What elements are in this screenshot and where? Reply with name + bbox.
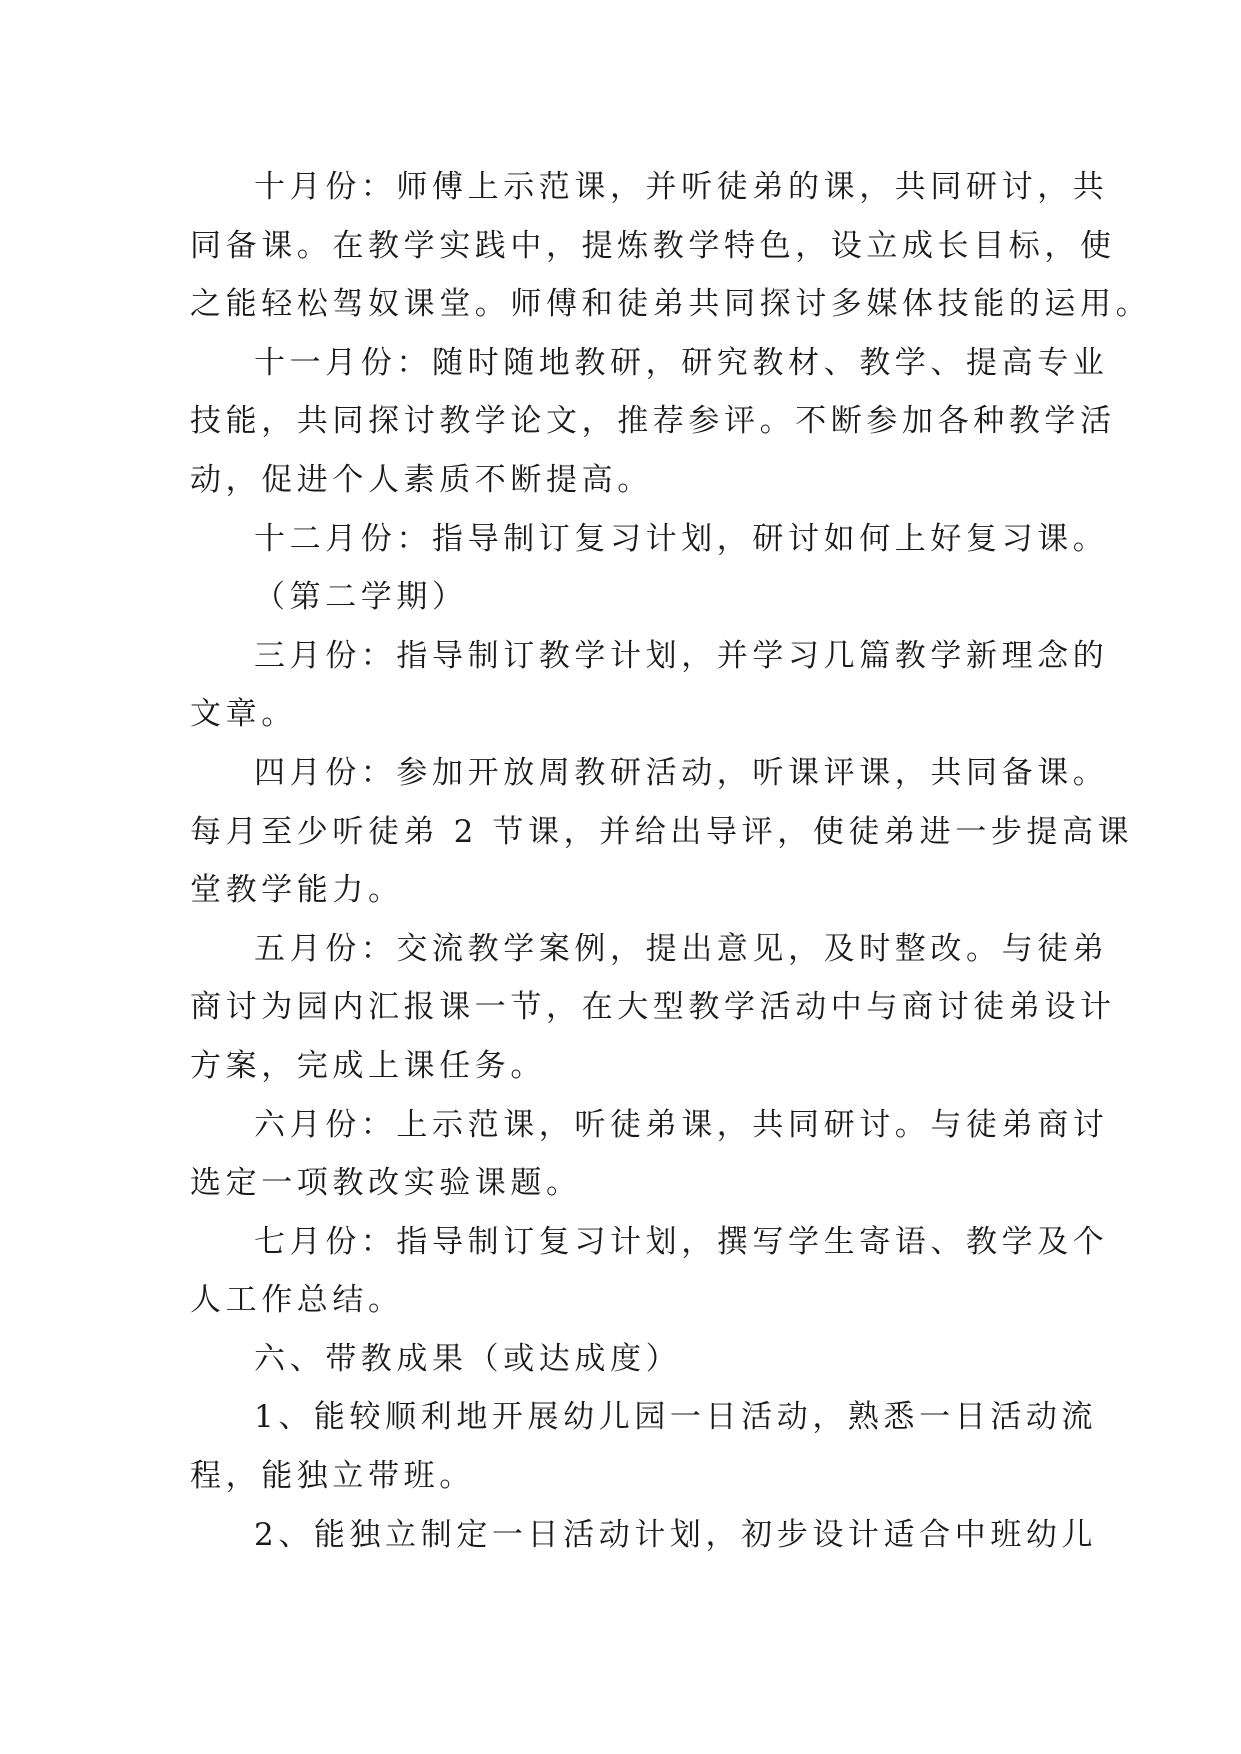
text-line: 人工作总结。 xyxy=(190,1282,404,1319)
document-body xyxy=(190,158,1152,1564)
section-heading: 六、带教成果（或达成度） xyxy=(254,1340,682,1377)
text-line: 四月份：参加开放周教研活动，听课评课，共同备课。 xyxy=(254,754,1109,791)
text-line: 商讨为园内汇报课一节，在大型教学活动中与商讨徒弟设计 xyxy=(190,989,1116,1026)
list-item: 1、能较顺利地开展幼儿园一日活动，熟悉一日活动流 xyxy=(254,1399,1098,1436)
text-line: 技能，共同探讨教学论文，推荐参评。不断参加各种教学活 xyxy=(190,403,1116,440)
text-line: 动，促进个人素质不断提高。 xyxy=(190,461,653,498)
text-line: 六月份：上示范课，听徒弟课，共同研讨。与徒弟商讨 xyxy=(254,1106,1109,1143)
text-line: 之能轻松驾奴课堂。师傅和徒弟共同探讨多媒体技能的运用。 xyxy=(190,286,1152,323)
text-line: 十二月份：指导制订复习计划，研讨如何上好复习课。 xyxy=(254,520,1109,557)
section-heading: （第二学期） xyxy=(254,579,468,616)
text-line: 程，能独立带班。 xyxy=(190,1458,475,1495)
text-line: 三月份：指导制订教学计划，并学习几篇教学新理念的 xyxy=(254,637,1109,674)
text-line: 十月份：师傅上示范课，并听徒弟的课，共同研讨，共 xyxy=(254,169,1109,205)
text-line: 堂教学能力。 xyxy=(190,872,404,909)
text-line: 七月份：指导制订复习计划，撰写学生寄语、教学及个 xyxy=(254,1223,1109,1260)
text-line: 每月至少听徒弟 2 节课，并给出导评，使徒弟进一步提高课 xyxy=(190,813,1134,850)
text-line: 文章。 xyxy=(190,696,297,733)
text-line: 同备课。在教学实践中，提炼教学特色，设立成长目标，使 xyxy=(190,227,1116,264)
list-item: 2、能独立制定一日活动计划，初步设计适合中班幼儿 xyxy=(254,1516,1098,1553)
text-line: 选定一项教改实验课题。 xyxy=(190,1165,582,1202)
text-line: 方案，完成上课任务。 xyxy=(190,1047,546,1084)
text-line: 十一月份：随时随地教研，研究教材、教学、提高专业 xyxy=(254,344,1109,381)
text-line: 五月份：交流教学案例，提出意见，及时整改。与徒弟 xyxy=(254,930,1109,967)
